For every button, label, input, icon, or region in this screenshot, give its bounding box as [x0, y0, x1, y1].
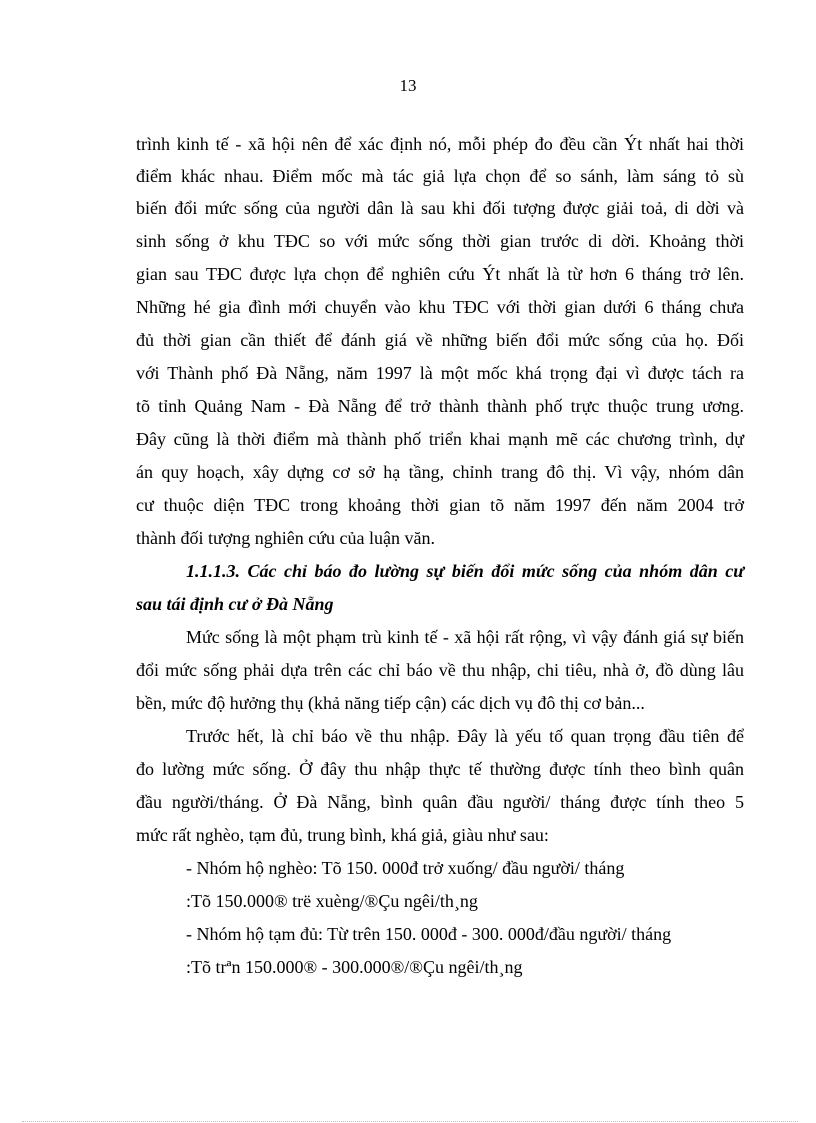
text-line: tõ tỉnh Quảng Nam - Đà Nẵng để trở thành thành phố trực thuộc trung ương.	[136, 396, 744, 416]
text-line: sinh sống ở khu TĐC so với mức sống thời gian trước di dời. Khoảng thời	[136, 231, 744, 251]
text-line: thành đối tượng nghiên cứu của luận văn.	[136, 528, 435, 548]
text-line: bền, mức độ hưởng thụ (khả năng tiếp cận) các dịch vụ đô thị cơ bản...	[136, 693, 645, 713]
list-item: - Nhóm hộ tạm đủ: Từ trên 150. 000đ - 300. 000đ/đầu người/ tháng	[186, 924, 672, 944]
section-heading: sau tái định cư ở Đà Nẵng	[136, 594, 334, 614]
text-line: đổi mức sống phải dựa trên các chỉ báo về thu nhập, chi tiêu, nhà ở, đồ dùng lâu	[136, 660, 744, 680]
section-heading: 1.1.1.3. Các chỉ báo đo lường sự biến đổi mức sống của nhóm dân cư	[186, 561, 744, 581]
text-line: đầu người/tháng. Ở Đà Nẵng, bình quân đầu người/ tháng được tính theo 5	[136, 792, 744, 812]
text-line: đủ thời gian cần thiết để đánh giá về những biến đổi mức sống của họ. Đối	[136, 330, 744, 350]
text-line: điểm khác nhau. Điểm mốc mà tác giả lựa chọn để so sánh, làm sáng tỏ sù	[136, 166, 744, 186]
list-item: :Tõ 150.000® trë xuèng/®Çu ngêi/th¸ng	[186, 891, 478, 911]
page-number: 13	[399, 76, 417, 95]
text-line: đo lường mức sống. Ở đây thu nhập thực tế thường được tính theo bình quân	[136, 759, 744, 779]
text-line: gian sau TĐC được lựa chọn để nghiên cứu Ýt nhất là từ hơn 6 tháng trở lên.	[136, 264, 744, 284]
text-line: Đây cũng là thời điểm mà thành phố triển khai mạnh mẽ các chương trình, dự	[136, 429, 744, 449]
page-border	[22, 1121, 798, 1122]
text-line: Mức sống là một phạm trù kinh tế - xã hội rất rộng, vì vậy đánh giá sự biến	[186, 627, 744, 647]
list-item: :Tõ trªn 150.000® - 300.000®/®Çu ngêi/th¸ng	[186, 957, 523, 977]
text-line: mức rất nghèo, tạm đủ, trung bình, khá giả, giàu như sau:	[136, 825, 549, 845]
text-line: trình kinh tế - xã hội nên để xác định nó, mỗi phép đo đều cần Ýt nhất hai thời	[136, 134, 744, 154]
text-line: cư thuộc diện TĐC trong khoảng thời gian tõ năm 1997 đến năm 2004 trở	[136, 495, 744, 515]
text-line: Trước hết, là chỉ báo về thu nhập. Đây là yếu tố quan trọng đầu tiên để	[186, 726, 744, 746]
text-line: biến đổi mức sống của người dân là sau khi đối tượng được giải toả, di dời và	[136, 198, 744, 218]
text-line: Những hé gia đình mới chuyển vào khu TĐC với thời gian dưới 6 tháng chưa	[136, 297, 744, 317]
list-item: - Nhóm hộ nghèo: Tõ 150. 000đ trở xuống/ đầu người/ tháng	[186, 858, 625, 878]
text-line: án quy hoạch, xây dựng cơ sở hạ tầng, chỉnh trang đô thị. Vì vậy, nhóm dân	[136, 462, 744, 482]
text-line: với Thành phố Đà Nẵng, năm 1997 là một mốc khá trọng đại vì được tách ra	[136, 363, 744, 383]
